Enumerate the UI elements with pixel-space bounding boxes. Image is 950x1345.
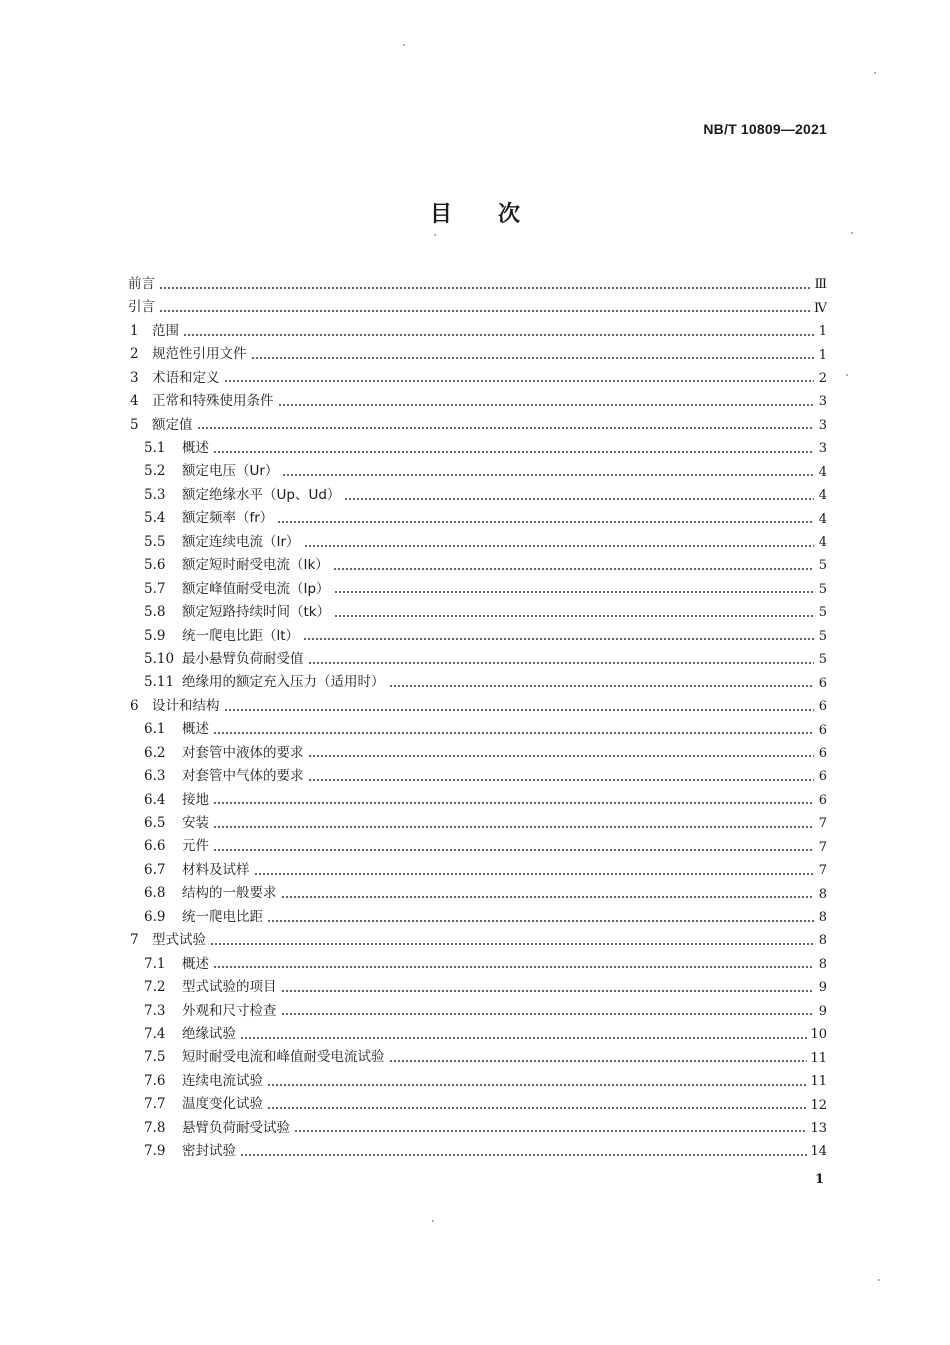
toc-entry-label: 结构的一般要求 [182, 885, 277, 902]
toc-entry[interactable] [126, 648, 827, 671]
toc-entry-page: 9 [818, 980, 827, 996]
scan-speck [434, 234, 436, 236]
toc-leader-dots [197, 427, 815, 429]
toc-leader-dots [183, 334, 814, 336]
toc-entry-label: 悬臂负荷耐受试验 [182, 1119, 290, 1136]
toc-entry[interactable] [126, 273, 827, 296]
toc-entry[interactable] [126, 671, 827, 694]
toc-entry-number: 5.7 [144, 580, 166, 597]
table-of-contents [126, 273, 827, 1164]
scan-speck [403, 44, 405, 46]
toc-entry-number: 5 [130, 416, 139, 433]
toc-entry-number: 5.9 [144, 627, 166, 644]
toc-entry-number: 5.10 [144, 650, 175, 667]
toc-entry-number: 6 [130, 697, 139, 714]
toc-leader-dots [344, 498, 814, 500]
toc-entry-label: 引言 [128, 299, 155, 316]
toc-leader-dots [224, 709, 815, 711]
toc-entry-page: 5 [818, 581, 827, 597]
toc-entry-page: 4 [818, 488, 827, 504]
toc-entry-label: 绝缘用的额定充入压力（适用时） [182, 674, 385, 691]
toc-leader-dots [159, 310, 811, 312]
toc-entry-page: 6 [818, 792, 827, 808]
toc-entry-page: 6 [818, 769, 827, 785]
toc-entry[interactable] [126, 929, 827, 952]
toc-entry[interactable] [126, 906, 827, 929]
toc-entry[interactable] [126, 695, 827, 718]
scan-speck [851, 232, 853, 234]
toc-entry-number: 5.11 [144, 674, 175, 691]
toc-entry-page: Ⅳ [814, 300, 827, 316]
toc-entry-number: 7.1 [144, 955, 166, 972]
toc-entry-number: 6.9 [144, 908, 166, 925]
toc-entry-number: 6.5 [144, 815, 166, 832]
toc-entry-number: 5.6 [144, 557, 166, 574]
toc-entry-label: 概述 [182, 955, 209, 972]
toc-leader-dots [254, 873, 815, 875]
toc-entry-page: 6 [818, 722, 827, 738]
toc-entry-label: 额定连续电流（Ir） [182, 533, 300, 550]
toc-leader-dots [303, 638, 814, 640]
toc-entry[interactable] [126, 578, 827, 601]
toc-leader-dots [334, 615, 814, 617]
toc-entry-label: 短时耐受电流和峰值耐受电流试验 [182, 1049, 385, 1066]
toc-entry[interactable] [126, 953, 827, 976]
toc-entry[interactable] [126, 1140, 827, 1163]
toc-entry[interactable] [126, 461, 827, 484]
toc-entry-number: 7.4 [144, 1025, 166, 1042]
toc-entry-page: 4 [818, 535, 827, 551]
toc-entry-number: 5.3 [144, 486, 166, 503]
toc-entry-number: 5.4 [144, 510, 166, 527]
toc-entry[interactable] [126, 601, 827, 624]
toc-leader-dots [267, 1107, 807, 1109]
toc-entry-number: 7.3 [144, 1002, 166, 1019]
toc-entry-number: 7.2 [144, 979, 166, 996]
page-number: 1 [814, 1172, 824, 1187]
toc-entry-label: 型式试验的项目 [182, 979, 277, 996]
toc-entry-page: 6 [818, 699, 827, 715]
toc-entry-number: 7.9 [144, 1143, 166, 1160]
toc-entry[interactable] [126, 976, 827, 999]
toc-leader-dots [224, 380, 815, 382]
toc-entry-page: 8 [818, 886, 827, 902]
toc-entry-number: 6.8 [144, 885, 166, 902]
toc-entry-label: 设计和结构 [152, 697, 220, 714]
toc-entry[interactable] [126, 390, 827, 413]
toc-entry-label: 最小悬臂负荷耐受值 [182, 650, 304, 667]
toc-entry-label: 对套管中气体的要求 [182, 768, 304, 785]
toc-entry-number: 7.5 [144, 1049, 166, 1066]
toc-entry-number: 6.2 [144, 744, 166, 761]
toc-entry[interactable] [126, 765, 827, 788]
toc-entry-page: 2 [818, 370, 827, 386]
toc-entry-number: 2 [130, 346, 139, 363]
toc-entry-label: 额定频率（fr） [182, 510, 274, 527]
toc-entry-number: 6.6 [144, 838, 166, 855]
toc-entry-number: 1 [130, 322, 139, 339]
toc-entry-label: 材料及试样 [182, 861, 250, 878]
toc-leader-dots [334, 591, 814, 593]
toc-entry-label: 概述 [182, 721, 209, 738]
toc-entry-label: 范围 [152, 322, 179, 339]
toc-entry-number: 7.8 [144, 1119, 166, 1136]
toc-entry-label: 密封试验 [182, 1143, 236, 1160]
toc-entry[interactable] [126, 882, 827, 905]
toc-entry-page: 12 [810, 1097, 827, 1113]
toc-entry-label: 额定电压（Ur） [182, 463, 279, 480]
toc-entry-label: 温度变化试验 [182, 1096, 263, 1113]
toc-entry-label: 对套管中液体的要求 [182, 744, 304, 761]
toc-leader-dots [159, 287, 811, 289]
toc-entry[interactable] [126, 625, 827, 648]
toc-entry[interactable] [126, 859, 827, 882]
toc-entry-label: 正常和特殊使用条件 [152, 393, 274, 410]
toc-leader-dots [277, 521, 814, 523]
toc-entry-page: 4 [818, 464, 827, 480]
toc-entry-page: 10 [810, 1027, 827, 1043]
toc-entry-label: 绝缘试验 [182, 1025, 236, 1042]
toc-entry-number: 5.2 [144, 463, 166, 480]
toc-entry[interactable] [126, 1046, 827, 1069]
toc-entry-label: 安装 [182, 815, 209, 832]
toc-leader-dots [213, 802, 814, 804]
toc-entry-page: 3 [818, 441, 827, 457]
toc-entry-label: 术语和定义 [152, 369, 220, 386]
toc-entry-number: 6.4 [144, 791, 166, 808]
toc-entry[interactable] [126, 367, 827, 390]
toc-leader-dots [267, 920, 814, 922]
toc-entry-label: 外观和尺寸检查 [182, 1002, 277, 1019]
scan-speck [432, 1220, 434, 1222]
toc-entry[interactable] [126, 320, 827, 343]
toc-entry-number: 4 [130, 393, 139, 410]
toc-entry[interactable] [126, 531, 827, 554]
toc-entry-label: 接地 [182, 791, 209, 808]
toc-entry[interactable] [126, 437, 827, 460]
toc-entry-page: 3 [818, 417, 827, 433]
toc-entry-label: 统一爬电比距 [182, 908, 263, 925]
toc-leader-dots [278, 404, 815, 406]
toc-entry-page: 7 [818, 816, 827, 832]
toc-entry[interactable] [126, 1000, 827, 1023]
toc-entry-page: 1 [818, 324, 827, 340]
toc-entry-page: 7 [818, 863, 827, 879]
toc-leader-dots [308, 662, 815, 664]
toc-leader-dots [240, 1154, 807, 1156]
toc-leader-dots [213, 849, 814, 851]
toc-entry-page: 3 [818, 394, 827, 410]
toc-entry-page: 5 [818, 558, 827, 574]
toc-entry[interactable] [126, 507, 827, 530]
toc-entry[interactable] [126, 484, 827, 507]
toc-leader-dots [281, 896, 815, 898]
toc-entry-page: 7 [818, 839, 827, 855]
toc-entry-number: 5.8 [144, 604, 166, 621]
toc-entry-page: 5 [818, 652, 827, 668]
toc-entry-number: 5.5 [144, 533, 166, 550]
toc-entry-label: 概述 [182, 440, 209, 457]
toc-leader-dots [304, 545, 814, 547]
toc-entry-number: 6.1 [144, 721, 166, 738]
toc-entry-page: 8 [818, 910, 827, 926]
toc-entry[interactable] [126, 718, 827, 741]
toc-entry-number: 6.7 [144, 861, 166, 878]
toc-leader-dots [389, 1060, 808, 1062]
toc-entry-label: 额定绝缘水平（Up、Ud） [182, 486, 341, 503]
scan-speck [874, 72, 876, 74]
toc-entry-page: 8 [818, 956, 827, 972]
toc-entry-label: 连续电流试验 [182, 1072, 263, 1089]
toc-entry-label: 规范性引用文件 [152, 346, 247, 363]
toc-entry-label: 型式试验 [152, 932, 206, 949]
toc-leader-dots [213, 732, 814, 734]
toc-entry-number: 7 [130, 932, 139, 949]
toc-leader-dots [308, 755, 815, 757]
toc-entry-label: 额定短路持续时间（tk） [182, 604, 331, 621]
toc-leader-dots [213, 451, 814, 453]
toc-leader-dots [389, 685, 815, 687]
toc-leader-dots [333, 568, 814, 570]
toc-entry-number: 5.1 [144, 440, 166, 457]
toc-entry-page: 9 [818, 1003, 827, 1019]
toc-entry-number: 7.6 [144, 1072, 166, 1089]
toc-entry-page: 4 [818, 511, 827, 527]
toc-entry-label: 额定峰值耐受电流（Ip） [182, 580, 330, 597]
toc-entry-page: 11 [810, 1074, 827, 1090]
toc-entry-number: 6.3 [144, 768, 166, 785]
toc-leader-dots [213, 826, 814, 828]
toc-entry-page: 1 [818, 347, 827, 363]
toc-leader-dots [282, 474, 814, 476]
toc-entry[interactable] [126, 836, 827, 859]
toc-entry[interactable] [126, 343, 827, 366]
toc-entry-page: 13 [810, 1120, 827, 1136]
toc-entry[interactable] [126, 812, 827, 835]
toc-entry-page: 8 [818, 933, 827, 949]
document-code: NB/T 10809—2021 [703, 121, 827, 137]
toc-entry[interactable] [126, 1070, 827, 1093]
toc-entry[interactable] [126, 1117, 827, 1140]
toc-entry-page: 11 [810, 1050, 827, 1066]
toc-leader-dots [267, 1084, 807, 1086]
toc-entry-label: 统一爬电比距（lt） [182, 627, 300, 644]
toc-entry-page: 6 [818, 745, 827, 761]
page-title: 目次 [429, 202, 566, 227]
toc-entry-label: 元件 [182, 838, 209, 855]
toc-leader-dots [210, 943, 814, 945]
toc-entry-page: 6 [818, 675, 827, 691]
toc-leader-dots [251, 357, 815, 359]
toc-entry-page: 5 [818, 628, 827, 644]
toc-leader-dots [281, 990, 815, 992]
toc-entry-page: 5 [818, 605, 827, 621]
toc-entry-label: 额定短时耐受电流（Ik） [182, 557, 329, 574]
toc-entry-page: 14 [810, 1144, 827, 1160]
toc-entry-number: 3 [130, 369, 139, 386]
toc-entry[interactable] [126, 1023, 827, 1046]
scan-speck [846, 374, 848, 376]
toc-leader-dots [213, 966, 814, 968]
toc-leader-dots [240, 1037, 807, 1039]
scan-speck [878, 1279, 880, 1281]
toc-entry[interactable] [126, 789, 827, 812]
toc-leader-dots [294, 1130, 807, 1132]
toc-entry[interactable] [126, 296, 827, 319]
toc-entry-number: 7.7 [144, 1096, 166, 1113]
toc-entry[interactable] [126, 414, 827, 437]
toc-entry-label: 前言 [128, 275, 155, 292]
toc-entry[interactable] [126, 554, 827, 577]
toc-leader-dots [281, 1013, 815, 1015]
toc-entry-label: 额定值 [152, 416, 193, 433]
toc-leader-dots [308, 779, 815, 781]
toc-entry[interactable] [126, 1093, 827, 1116]
toc-entry[interactable] [126, 742, 827, 765]
toc-entry-page: Ⅲ [814, 277, 827, 293]
